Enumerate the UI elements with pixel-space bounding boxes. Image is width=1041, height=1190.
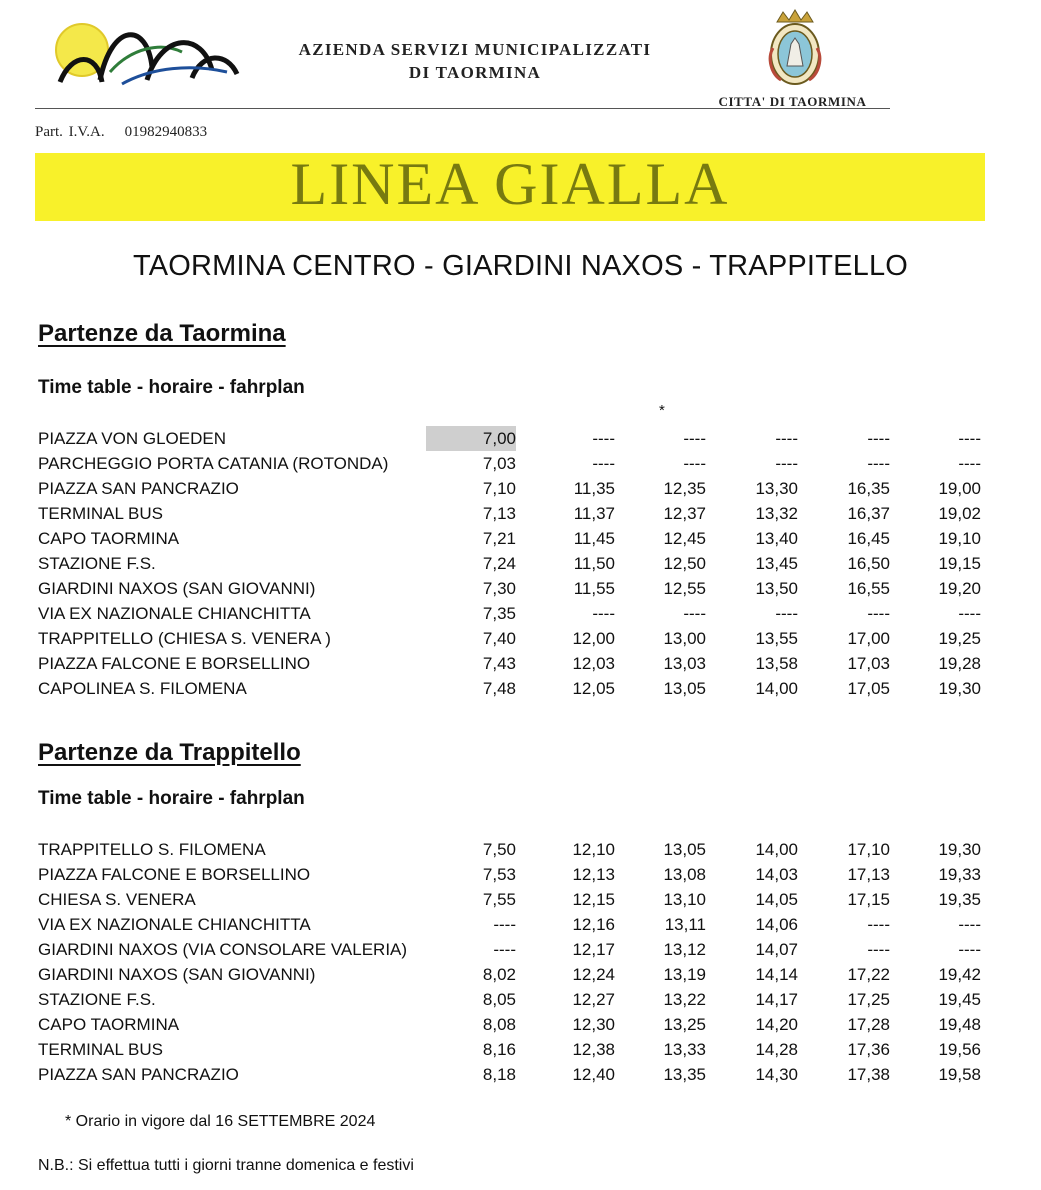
- departure-time: ----: [867, 915, 890, 934]
- departure-time: 12,55: [663, 579, 706, 598]
- departure-time: 7,43: [482, 654, 516, 673]
- departure-time: 12,35: [663, 479, 706, 498]
- departure-time: 7,30: [482, 579, 516, 598]
- departure-time: 17,38: [847, 1065, 890, 1084]
- departure-time: 12,15: [572, 890, 615, 909]
- company-name-line2: DI TAORMINA: [408, 63, 542, 82]
- validity-note: * Orario in vigore dal 16 SETTEMBRE 2024: [65, 1113, 376, 1130]
- departure-time: 7,55: [482, 890, 516, 909]
- table-row: [0, 576, 1041, 601]
- departure-time: 14,30: [755, 1065, 798, 1084]
- departure-time: ----: [683, 604, 706, 623]
- departure-time: 11,35: [573, 479, 615, 498]
- departure-time: 17,00: [847, 629, 890, 648]
- table-row: [0, 676, 1041, 701]
- service-note: N.B.: Si effettua tutti i giorni tranne domenica e festivi: [38, 1157, 414, 1174]
- table-row: [0, 987, 1041, 1012]
- departure-time: ----: [867, 604, 890, 623]
- vat-value: 01982940833: [124, 124, 208, 140]
- stop-name: PIAZZA SAN PANCRAZIO: [38, 1065, 239, 1084]
- departure-time: 13,19: [663, 965, 706, 984]
- departure-time: ----: [867, 940, 890, 959]
- departure-time: 13,45: [755, 554, 798, 573]
- departure-time: ----: [775, 454, 798, 473]
- table-row: [0, 1062, 1041, 1087]
- departure-time: 12,40: [572, 1065, 615, 1084]
- departure-time: 17,15: [847, 890, 890, 909]
- section-subtitle-trappitello: Time table - horaire - fahrplan: [38, 788, 305, 809]
- departure-time: 13,25: [663, 1015, 706, 1034]
- table-row: [0, 887, 1041, 912]
- departure-time: 17,28: [847, 1015, 890, 1034]
- departure-time: 12,00: [572, 629, 615, 648]
- departure-time: 12,17: [572, 940, 615, 959]
- departure-time: ----: [683, 454, 706, 473]
- departure-time: 14,06: [755, 915, 798, 934]
- departure-time: ----: [592, 429, 615, 448]
- departure-time: 19,25: [938, 629, 981, 648]
- stop-name: CAPO TAORMINA: [38, 529, 180, 548]
- departure-time: ----: [592, 454, 615, 473]
- departure-time: 19,56: [938, 1040, 981, 1059]
- departure-time: 12,13: [572, 865, 615, 884]
- departure-time: ----: [775, 429, 798, 448]
- table-row: [0, 501, 1041, 526]
- departure-time: 17,25: [847, 990, 890, 1009]
- departure-time: 12,27: [572, 990, 615, 1009]
- departure-time: 17,13: [847, 865, 890, 884]
- departure-time: 11,50: [573, 554, 615, 573]
- departure-time: 7,24: [482, 554, 516, 573]
- stop-name: PARCHEGGIO PORTA CATANIA (ROTONDA): [38, 454, 389, 473]
- departure-time: 7,21: [482, 529, 516, 548]
- departure-time: 19,15: [938, 554, 981, 573]
- departure-time: 19,48: [938, 1015, 981, 1034]
- table-row: [0, 476, 1041, 501]
- table-row: [0, 626, 1041, 651]
- departure-time: 7,10: [482, 479, 516, 498]
- table-row: [0, 837, 1041, 862]
- stop-name: VIA EX NAZIONALE CHIANCHITTA: [38, 604, 311, 623]
- departure-time: 13,03: [663, 654, 706, 673]
- departure-time: 7,50: [482, 840, 516, 859]
- departure-time: 16,55: [847, 579, 890, 598]
- departure-time: 8,18: [482, 1065, 516, 1084]
- table-row: [0, 862, 1041, 887]
- departure-time: 8,02: [482, 965, 516, 984]
- stop-name: VIA EX NAZIONALE CHIANCHITTA: [38, 915, 311, 934]
- departure-time: 13,22: [663, 990, 706, 1009]
- stop-name: CHIESA S. VENERA: [38, 890, 196, 909]
- departure-time: 12,05: [572, 679, 615, 698]
- departure-time: 17,10: [847, 840, 890, 859]
- departure-time: 16,35: [847, 479, 890, 498]
- departure-time: 13,10: [663, 890, 706, 909]
- taormina-crest-icon: [765, 8, 825, 88]
- departure-time: ----: [958, 604, 981, 623]
- table-row: [0, 526, 1041, 551]
- departure-time: 12,24: [572, 965, 615, 984]
- stop-name: PIAZZA FALCONE E BORSELLINO: [38, 654, 311, 673]
- departure-time: 14,03: [755, 865, 798, 884]
- departure-time: ----: [775, 604, 798, 623]
- departure-time: ----: [958, 915, 981, 934]
- table-row: [0, 451, 1041, 476]
- stop-name: STAZIONE F.S.: [38, 554, 156, 573]
- departure-time: 12,10: [572, 840, 615, 859]
- departure-time: 19,30: [938, 840, 981, 859]
- stop-name: GIARDINI NAXOS (VIA CONSOLARE VALERIA): [38, 940, 408, 959]
- table-row: [0, 1012, 1041, 1037]
- departure-time: 11,37: [573, 504, 615, 523]
- asm-logo-icon: [52, 12, 247, 104]
- departure-time: 19,58: [938, 1065, 981, 1084]
- departure-time: 19,45: [938, 990, 981, 1009]
- departure-time: 17,05: [847, 679, 890, 698]
- departure-time: 14,00: [755, 840, 798, 859]
- table-row: [0, 601, 1041, 626]
- departure-time: 13,30: [755, 479, 798, 498]
- departure-time: 19,00: [938, 479, 981, 498]
- departure-time: 7,35: [482, 604, 516, 623]
- departure-time: 14,17: [755, 990, 798, 1009]
- departure-time: ----: [683, 429, 706, 448]
- stop-name: TERMINAL BUS: [38, 1040, 164, 1059]
- table-row: [0, 1037, 1041, 1062]
- vat-label: Part. I.V.A.: [35, 124, 105, 140]
- departure-time: 8,16: [482, 1040, 516, 1059]
- departure-time: 8,05: [482, 990, 516, 1009]
- departure-time: 13,05: [663, 679, 706, 698]
- departure-time: 12,50: [663, 554, 706, 573]
- stop-name: CAPO TAORMINA: [38, 1015, 180, 1034]
- stop-name: GIARDINI NAXOS (SAN GIOVANNI): [38, 965, 316, 984]
- departure-time: 19,35: [938, 890, 981, 909]
- stop-name: TERMINAL BUS: [38, 504, 164, 523]
- departure-time: 14,20: [755, 1015, 798, 1034]
- departure-time: 17,22: [847, 965, 890, 984]
- departure-time: 19,02: [938, 504, 981, 523]
- departure-time: 12,38: [572, 1040, 615, 1059]
- departure-time: 7,00: [426, 426, 516, 451]
- departure-time: 7,53: [482, 865, 516, 884]
- stop-name: CAPOLINEA S. FILOMENA: [38, 679, 247, 698]
- departure-time: 13,08: [663, 865, 706, 884]
- stop-name: TRAPPITELLO (CHIESA S. VENERA ): [38, 629, 331, 648]
- departure-time: 19,10: [938, 529, 981, 548]
- departure-time: ----: [493, 940, 516, 959]
- departure-time: 14,05: [755, 890, 798, 909]
- company-name-line1: AZIENDA SERVIZI MUNICIPALIZZATI: [298, 40, 652, 59]
- city-label: CITTA' DI TAORMINA: [718, 94, 867, 109]
- departure-time: 13,00: [663, 629, 706, 648]
- departure-time: 13,55: [755, 629, 798, 648]
- table-row: [0, 551, 1041, 576]
- departure-time: 12,03: [572, 654, 615, 673]
- departure-time: 8,08: [482, 1015, 516, 1034]
- departure-time: 17,03: [847, 654, 890, 673]
- column-asterisk: *: [659, 402, 665, 419]
- departure-time: 19,42: [938, 965, 981, 984]
- departure-time: 7,40: [482, 629, 516, 648]
- table-row: [0, 912, 1041, 937]
- departure-time: 11,45: [573, 529, 615, 548]
- route-title: TAORMINA CENTRO - GIARDINI NAXOS - TRAPPITELLO: [132, 250, 909, 282]
- section-subtitle-taormina: Time table - horaire - fahrplan: [38, 377, 305, 398]
- departure-time: ----: [867, 454, 890, 473]
- departure-time: 16,50: [847, 554, 890, 573]
- departure-time: 19,33: [938, 865, 981, 884]
- departure-time: 12,37: [663, 504, 706, 523]
- departure-time: 11,55: [573, 579, 615, 598]
- vat-number: [35, 124, 207, 141]
- departure-time: 12,30: [572, 1015, 615, 1034]
- departure-time: 13,32: [755, 504, 798, 523]
- departure-time: 13,35: [663, 1065, 706, 1084]
- departure-time: 19,30: [938, 679, 981, 698]
- departure-time: ----: [958, 940, 981, 959]
- departure-time: 14,14: [755, 965, 798, 984]
- departure-time: 13,11: [664, 915, 706, 934]
- line-title: LINEA GIALLA: [290, 151, 730, 217]
- departure-time: 14,28: [755, 1040, 798, 1059]
- departure-time: 13,33: [663, 1040, 706, 1059]
- stop-name: PIAZZA FALCONE E BORSELLINO: [38, 865, 311, 884]
- departure-time: 17,36: [847, 1040, 890, 1059]
- stop-name: PIAZZA VON GLOEDEN: [38, 429, 226, 448]
- departure-time: 14,00: [755, 679, 798, 698]
- section-title-taormina: Partenze da Taormina: [38, 320, 286, 347]
- table-row: [0, 962, 1041, 987]
- departure-time: 7,48: [482, 679, 516, 698]
- departure-time: 7,13: [482, 504, 516, 523]
- stop-name: PIAZZA SAN PANCRAZIO: [38, 479, 239, 498]
- departure-time: 12,45: [663, 529, 706, 548]
- table-row: [0, 937, 1041, 962]
- departure-time: 7,03: [482, 454, 516, 473]
- departure-time: 13,58: [755, 654, 798, 673]
- departure-time: 16,37: [847, 504, 890, 523]
- departure-time: 13,50: [755, 579, 798, 598]
- departure-time: 16,45: [847, 529, 890, 548]
- departure-time: 19,20: [938, 579, 981, 598]
- line-banner: [35, 153, 985, 221]
- departure-time: ----: [958, 429, 981, 448]
- departure-time: 13,40: [755, 529, 798, 548]
- departure-time: 13,12: [663, 940, 706, 959]
- table-row: [0, 426, 1041, 451]
- departure-time: 13,05: [663, 840, 706, 859]
- departure-time: 14,07: [755, 940, 798, 959]
- stop-name: STAZIONE F.S.: [38, 990, 156, 1009]
- stop-name: GIARDINI NAXOS (SAN GIOVANNI): [38, 579, 316, 598]
- departure-time: ----: [493, 915, 516, 934]
- section-title-trappitello: Partenze da Trappitello: [38, 739, 301, 766]
- departure-time: ----: [867, 429, 890, 448]
- stop-name: TRAPPITELLO S. FILOMENA: [38, 840, 266, 859]
- departure-time: ----: [592, 604, 615, 623]
- departure-time: ----: [958, 454, 981, 473]
- table-row: [0, 651, 1041, 676]
- departure-time: 19,28: [938, 654, 981, 673]
- departure-time: 12,16: [572, 915, 615, 934]
